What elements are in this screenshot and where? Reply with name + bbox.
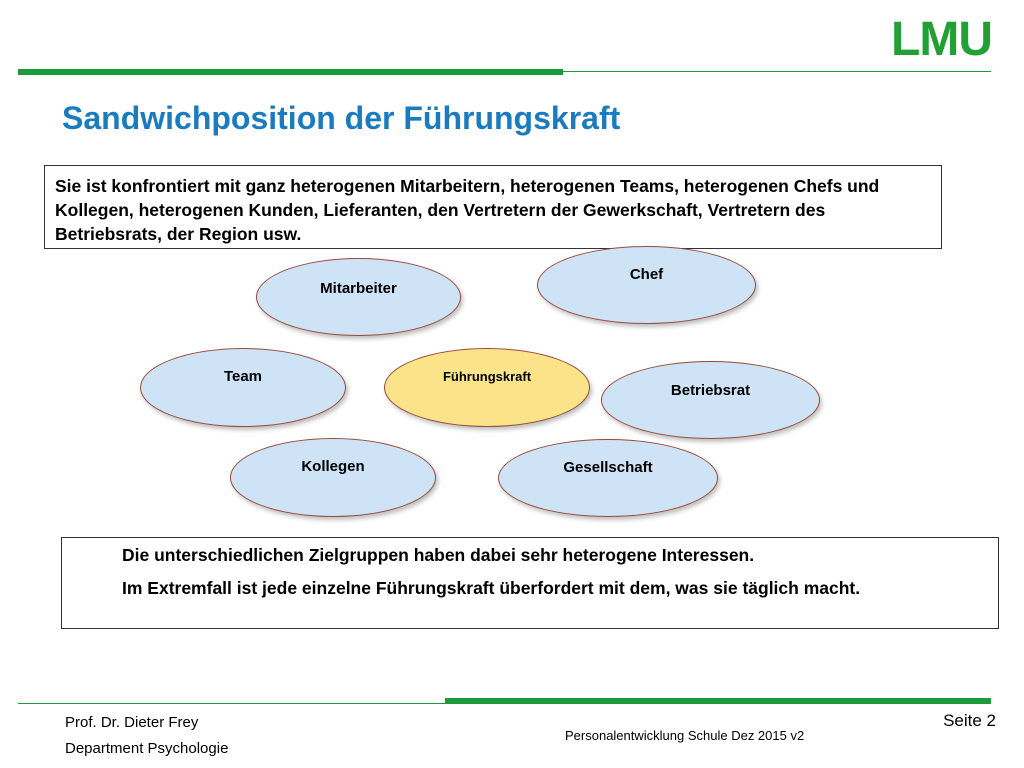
footer-presentation-title: Personalentwicklung Schule Dez 2015 v2	[565, 728, 805, 743]
intro-text-box	[44, 165, 942, 249]
node-team	[140, 348, 346, 427]
node-mitarbeiter-label: Mitarbeiter	[320, 280, 397, 297]
footer-author: Prof. Dr. Dieter Frey	[65, 714, 199, 731]
header-rule-thick	[18, 69, 563, 75]
conclusion-line-2: Im Extremfall ist jede einzelne Führungskraft überfordert mit dem, was sie täglich macht.	[122, 578, 861, 598]
footer-rule-thin	[18, 703, 445, 704]
page-title: Sandwichposition der Führungskraft	[62, 100, 621, 136]
conclusion-text-box	[61, 537, 999, 629]
conclusion-line-1: Die unterschiedlichen Zielgruppen haben dabei sehr heterogene Interessen.	[122, 545, 755, 565]
node-kollegen	[230, 438, 436, 517]
lmu-logo: LMU	[891, 13, 992, 66]
footer-rule-thick	[445, 698, 991, 704]
node-kollegen-label: Kollegen	[301, 458, 365, 475]
node-fuehrungskraft-label: Führungskraft	[442, 369, 532, 384]
footer-department: Department Psychologie	[65, 740, 229, 757]
footer-page-number: Seite 2	[943, 711, 996, 730]
node-fuehrungskraft	[384, 348, 590, 427]
node-chef	[537, 246, 756, 324]
node-betriebsrat-label: Betriebsrat	[670, 382, 751, 399]
node-betriebsrat	[601, 361, 820, 439]
header-rule-thin	[563, 71, 991, 72]
node-gesellschaft	[498, 439, 718, 517]
node-mitarbeiter	[256, 258, 461, 336]
node-chef-label: Chef	[629, 266, 664, 283]
node-gesellschaft-label: Gesellschaft	[563, 459, 653, 476]
node-team-label: Team	[223, 368, 263, 385]
intro-text: Sie ist konfrontiert mit ganz heterogenen Mitarbeitern, heterogenen Teams, heterogenen Chefs und Kollegen, heterogenen Kunden, Lieferanten, den Vertretern der Gewerkschaft, Vertretern des Betriebsrats, der Region usw.	[55, 176, 880, 244]
